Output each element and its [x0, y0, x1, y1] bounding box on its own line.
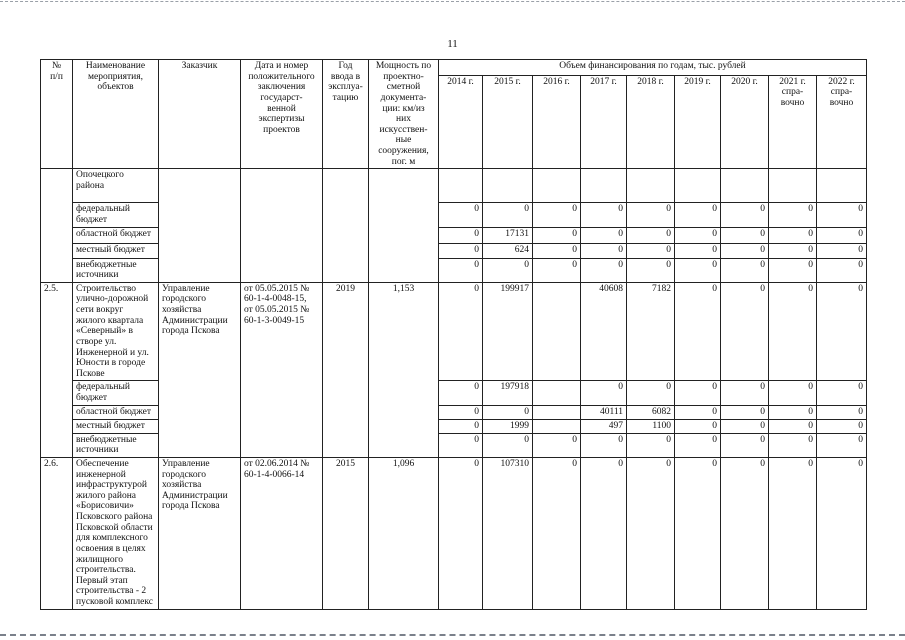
value-cell: 7182 [627, 282, 675, 381]
row-name-cell: внебюджетные источники [73, 433, 159, 457]
project-number-cell: 2.6. [41, 457, 73, 609]
col-header-year: 2022 г. спра- вочно [817, 75, 867, 169]
value-cell: 0 [675, 457, 721, 609]
value-cell: 0 [721, 405, 769, 419]
project-name-cell: Строительство улично-дорожной сети вокруг жилого квартала «Северный» в створе ул. Инженерной и ул. Юности в городе Пскове [73, 282, 159, 381]
col-header-num [41, 60, 73, 169]
value-cell: 1100 [627, 419, 675, 433]
value-cell: 0 [817, 282, 867, 381]
value-cell: 0 [533, 243, 581, 258]
value-cell: 0 [627, 381, 675, 405]
table-row-project-2-5 [41, 282, 867, 381]
project-number-cell: 2.5. [41, 282, 73, 457]
col-header-capacity [369, 60, 439, 169]
value-cell: 40111 [581, 405, 627, 419]
value-cell: 0 [581, 258, 627, 282]
value-cell: 0 [721, 381, 769, 405]
value-cell [533, 405, 581, 419]
value-cell: 0 [817, 243, 867, 258]
value-cell: 0 [817, 381, 867, 405]
col-header-customer [159, 60, 241, 169]
value-cell: 0 [627, 203, 675, 227]
value-cell: 624 [483, 243, 533, 258]
value-cell: 0 [675, 227, 721, 243]
value-cell-empty [483, 169, 533, 203]
value-cell-empty [817, 169, 867, 203]
value-cell: 0 [483, 203, 533, 227]
value-cell: 0 [769, 381, 817, 405]
scan-edge-top [0, 1, 905, 2]
row-name-cell: внебюджетные источники [73, 258, 159, 282]
value-cell-empty [769, 169, 817, 203]
col-header-conclusion-text: Дата и номер положительного заключения государст- венной экспертизы проектов [248, 61, 315, 135]
project-name-cell: Обеспечение инженерной инфраструктурой жилого района «Борисовичи» Псковского района Псковской области для комплексного освоения в целях жилищного строительства. Первый этап строительства - 2 пусковой комплекс [73, 457, 159, 609]
value-cell: 0 [675, 433, 721, 457]
value-cell: 0 [675, 203, 721, 227]
col-header-year: 2021 г. спра- вочно [769, 75, 817, 169]
col-header-year-commission-text: Год ввода в эксплуа- тацию [328, 61, 363, 103]
value-cell: 0 [721, 419, 769, 433]
value-cell: 1999 [483, 419, 533, 433]
value-cell: 199917 [483, 282, 533, 381]
value-cell: 0 [533, 457, 581, 609]
value-cell: 0 [721, 282, 769, 381]
financing-table [40, 59, 867, 610]
value-cell: 0 [769, 457, 817, 609]
value-cell [533, 419, 581, 433]
value-cell: 0 [439, 282, 483, 381]
value-cell: 6082 [627, 405, 675, 419]
col-header-num-text: № п/п [50, 61, 63, 82]
table-header [41, 60, 867, 169]
value-cell: 0 [533, 227, 581, 243]
value-cell: 0 [439, 457, 483, 609]
scan-edge-bottom [0, 634, 905, 636]
col-header-name [73, 60, 159, 169]
customer-cell-continuation [159, 169, 241, 283]
value-cell: 0 [817, 258, 867, 282]
value-cell-empty [439, 169, 483, 203]
value-cell: 0 [675, 258, 721, 282]
col-header-year-commission [323, 60, 369, 169]
col-header-year: 2014 г. [439, 75, 483, 169]
table-row-project-2-6 [41, 457, 867, 609]
value-cell: 0 [769, 419, 817, 433]
value-cell: 0 [533, 258, 581, 282]
value-cell: 0 [769, 203, 817, 227]
value-cell: 0 [627, 457, 675, 609]
value-cell: 0 [483, 258, 533, 282]
customer-cell: Управление городского хозяйства Администрации города Пскова [159, 457, 241, 609]
row-name-cell: Опочецкого района [73, 169, 159, 203]
row-name-cell: федеральный бюджет [73, 381, 159, 405]
col-header-year: 2018 г. [627, 75, 675, 169]
value-cell: 0 [581, 227, 627, 243]
value-cell: 0 [675, 419, 721, 433]
value-cell: 0 [675, 282, 721, 381]
row-name-cell: областной бюджет [73, 227, 159, 243]
value-cell: 0 [627, 227, 675, 243]
value-cell: 0 [817, 227, 867, 243]
value-cell: 0 [439, 419, 483, 433]
value-cell: 0 [627, 243, 675, 258]
conclusion-cell-continuation [241, 169, 323, 283]
commission-year-cell: 2015 [323, 457, 369, 609]
value-cell: 0 [721, 433, 769, 457]
value-cell: 0 [675, 243, 721, 258]
value-cell: 107310 [483, 457, 533, 609]
col-header-name-text: Наименование мероприятия, объектов [85, 61, 146, 93]
value-cell: 0 [439, 243, 483, 258]
value-cell: 40608 [581, 282, 627, 381]
value-cell: 0 [721, 203, 769, 227]
value-cell: 0 [769, 227, 817, 243]
customer-cell: Управление городского хозяйства Администрации города Пскова [159, 282, 241, 457]
col-header-year: 2019 г. [675, 75, 721, 169]
value-cell: 0 [769, 258, 817, 282]
value-cell: 0 [439, 203, 483, 227]
conclusion-cell: от 05.05.2015 № 60-1-4-0048-15, от 05.05.2015 № 60-1-3-0049-15 [241, 282, 323, 457]
value-cell: 0 [769, 433, 817, 457]
value-cell: 0 [627, 258, 675, 282]
conclusion-cell: от 02.06.2014 № 60-1-4-0066-14 [241, 457, 323, 609]
num-cell-continuation [41, 169, 73, 283]
value-cell [533, 381, 581, 405]
value-cell: 0 [439, 258, 483, 282]
value-cell: 0 [769, 282, 817, 381]
col-header-year: 2020 г. [721, 75, 769, 169]
value-cell-empty [533, 169, 581, 203]
value-cell: 0 [439, 381, 483, 405]
value-cell: 0 [721, 457, 769, 609]
col-header-customer-text: Заказчик [181, 61, 218, 71]
value-cell-empty [627, 169, 675, 203]
value-cell: 0 [581, 243, 627, 258]
value-cell: 497 [581, 419, 627, 433]
year-cell-continuation [323, 169, 369, 283]
value-cell: 0 [581, 457, 627, 609]
value-cell: 0 [721, 243, 769, 258]
value-cell: 0 [483, 405, 533, 419]
value-cell: 0 [581, 203, 627, 227]
commission-year-cell: 2019 [323, 282, 369, 457]
value-cell: 0 [769, 405, 817, 419]
value-cell: 0 [627, 433, 675, 457]
col-header-year: 2016 г. [533, 75, 581, 169]
value-cell: 0 [581, 433, 627, 457]
value-cell: 0 [439, 405, 483, 419]
value-cell: 0 [817, 457, 867, 609]
value-cell-empty [675, 169, 721, 203]
value-cell: 0 [533, 433, 581, 457]
value-cell: 0 [817, 433, 867, 457]
value-cell: 0 [817, 203, 867, 227]
value-cell: 17131 [483, 227, 533, 243]
value-cell: 0 [439, 433, 483, 457]
value-cell: 0 [483, 433, 533, 457]
col-header-capacity-text: Мощность по проектно- сметной документа- ции: км/из них искусствен- ные сооружения, пог. м [375, 61, 432, 167]
col-header-year: 2015 г. [483, 75, 533, 169]
value-cell: 0 [675, 405, 721, 419]
row-name-cell: федеральный бюджет [73, 203, 159, 227]
value-cell: 0 [817, 419, 867, 433]
value-cell: 0 [533, 203, 581, 227]
col-header-conclusion [241, 60, 323, 169]
value-cell: 197918 [483, 381, 533, 405]
value-cell: 0 [817, 405, 867, 419]
value-cell [533, 282, 581, 381]
col-header-financing-group [439, 60, 867, 76]
page-number: 11 [447, 38, 458, 50]
table-row-continuation-title [41, 169, 867, 203]
value-cell: 0 [581, 381, 627, 405]
value-cell-empty [721, 169, 769, 203]
col-header-financing-group-text: Объем финансирования по годам, тыс. рублей [559, 61, 746, 71]
capacity-cell: 1,153 [369, 282, 439, 457]
capacity-cell-continuation [369, 169, 439, 283]
col-header-year: 2017 г. [581, 75, 627, 169]
value-cell: 0 [721, 258, 769, 282]
row-name-cell: местный бюджет [73, 419, 159, 433]
value-cell: 0 [721, 227, 769, 243]
row-name-cell: местный бюджет [73, 243, 159, 258]
value-cell-empty [581, 169, 627, 203]
value-cell: 0 [675, 381, 721, 405]
capacity-cell: 1,096 [369, 457, 439, 609]
row-name-cell: областной бюджет [73, 405, 159, 419]
value-cell: 0 [769, 243, 817, 258]
value-cell: 0 [439, 227, 483, 243]
